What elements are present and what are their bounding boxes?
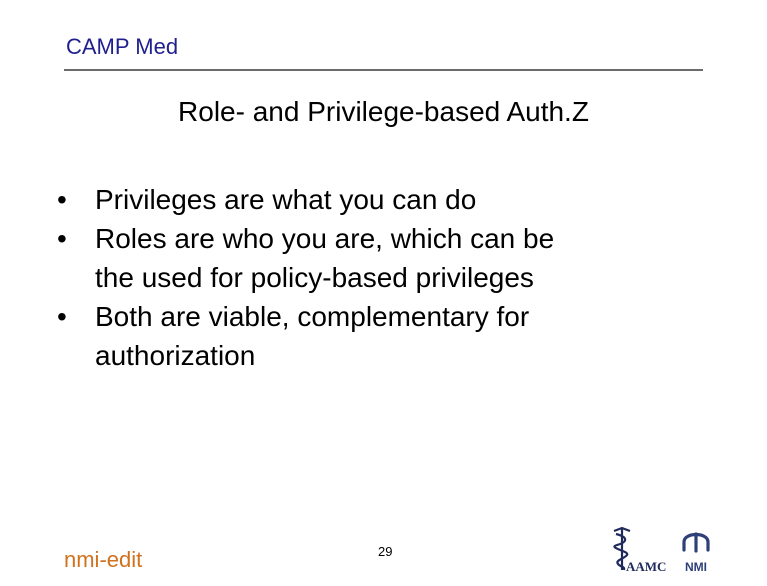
bullet-item (52, 297, 712, 375)
bullet-text-line: Privileges are what you can do (95, 184, 477, 215)
bullet-item (52, 180, 712, 219)
nmi-logo-text: NMI (685, 560, 707, 574)
bullet-list (52, 180, 712, 375)
bullet-marker: • (57, 301, 67, 332)
bullet-marker: • (57, 184, 67, 215)
nmi-arch-icon (684, 534, 708, 551)
footer-brand: nmi-edit (64, 547, 143, 572)
bullet-item (52, 219, 712, 297)
bullet-text-line: authorization (95, 340, 256, 371)
page-number: 29 (378, 544, 393, 559)
bullet-text-line: the used for policy-based privileges (95, 262, 534, 293)
bullet-marker: • (57, 223, 67, 254)
bullet-text-line: Both are viable, complementary for (95, 301, 530, 332)
footer-logos (608, 524, 758, 579)
header-divider (64, 69, 703, 71)
aamc-logo-text: AAMC (626, 559, 667, 574)
bullet-text-line: Roles are who you are, which can be (95, 223, 555, 254)
slide-title: Role- and Privilege-based Auth.Z (178, 96, 589, 127)
header-label: CAMP Med (66, 34, 179, 59)
